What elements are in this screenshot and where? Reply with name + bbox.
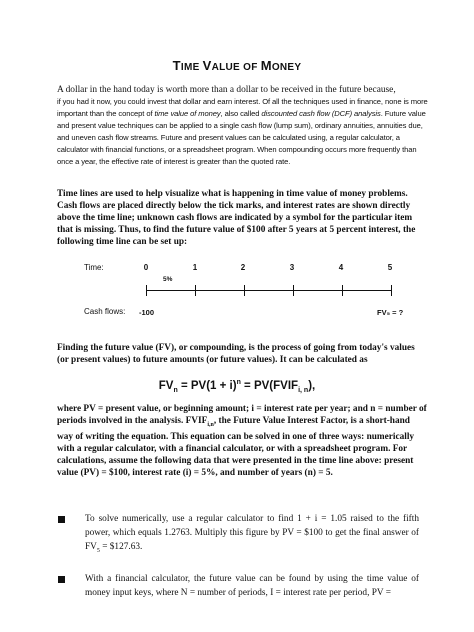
period-0: 0	[143, 263, 149, 272]
period-4: 4	[338, 263, 344, 272]
future-value-paragraph: Finding the future value (FV), or compounding, is the process of going from today's values (or present values) to future amounts (or future values). It can be calculated as	[57, 343, 415, 365]
period-5: 5	[387, 263, 393, 272]
intro-paragraph: if you had it now, you could invest that dollar and earn interest. Of all the techniques used in finance, none is more important than the concept of time value of money, also called discounted cash flow (DCF) analysis. Future value and present value techniques can be applied to a single cash flow (lump sum), ordinary annuities, annuities due, and uneven cash flow streams. Future and present values can be calculated using, a regular calculator, a calculator with financial functions, or a spreadsheet program. When compounding occurs more frequently than once a year, the effective rate of interest is greater than the quoted rate.	[57, 97, 428, 167]
period-1: 1	[192, 263, 198, 272]
cash-flow-end: FV₅ = ?	[377, 308, 404, 317]
where-paragraph: where PV = present value, or beginning amount; i = interest rate per year; and n = number of periods involved in the analysis. $FVIF_{i,n}$, the Future Value Interest Factor, is a short-hand way of writing the equation. This equation can be solved in one of three ways: numerically with a regular calculator, with a financial calculator, or with a spreadsheet program. For calculations, assume the following data that were presented in the time line above: present value (PV) = $100, interest rate (i) = 5%, and number of years (n) = 5.	[57, 404, 427, 478]
time-line-axis	[146, 290, 392, 291]
tick-5	[391, 285, 392, 296]
interest-rate-label: 5%	[163, 276, 173, 283]
period-3: 3	[289, 263, 295, 272]
intro-lead-sentence: A dollar in the hand today is worth more than a dollar to be received in the future because,	[57, 85, 396, 95]
bullet-square-2	[58, 576, 65, 583]
timelines-paragraph: Time lines are used to help visualize what is happening in time value of money problems. Cash flows are placed directly below the tick marks, and interest rates are shown directly above the time line; unknown cash flows are indicated by a symbol for the particular item that is missing. Thus, to find the future value of $100 after 5 years at 5 percent interest, the following time line can be set up:	[57, 189, 416, 247]
page-title: TIME VALUE OF MONEY	[172, 58, 302, 73]
bullet-square-1	[58, 516, 65, 523]
period-2: 2	[240, 263, 246, 272]
future-value-formula: $FV_n = PV(1 + i)^n$ = $PV(FVIF_{i, n})$,	[158, 379, 316, 395]
cash-flows-label: Cash flows:	[84, 307, 126, 316]
cash-flow-start: -100	[139, 308, 155, 317]
tick-1	[195, 285, 196, 296]
tick-4	[342, 285, 343, 296]
time-label: Time:	[84, 263, 104, 272]
bullet-item-1: To solve numerically, use a regular calculator to find 1 + i = 1.05 raised to the fifth power, which equals 1.2763. Multiply this figure by PV = $100 to get the final answer of $FV_5$ = $127.63.	[85, 514, 419, 554]
bullet-item-2: With a financial calculator, the future value can be found by using the time value of money input keys, where N = number of periods, I = interest rate per period, PV =	[85, 574, 419, 598]
tick-0	[146, 285, 147, 296]
tick-2	[244, 285, 245, 296]
tick-3	[293, 285, 294, 296]
